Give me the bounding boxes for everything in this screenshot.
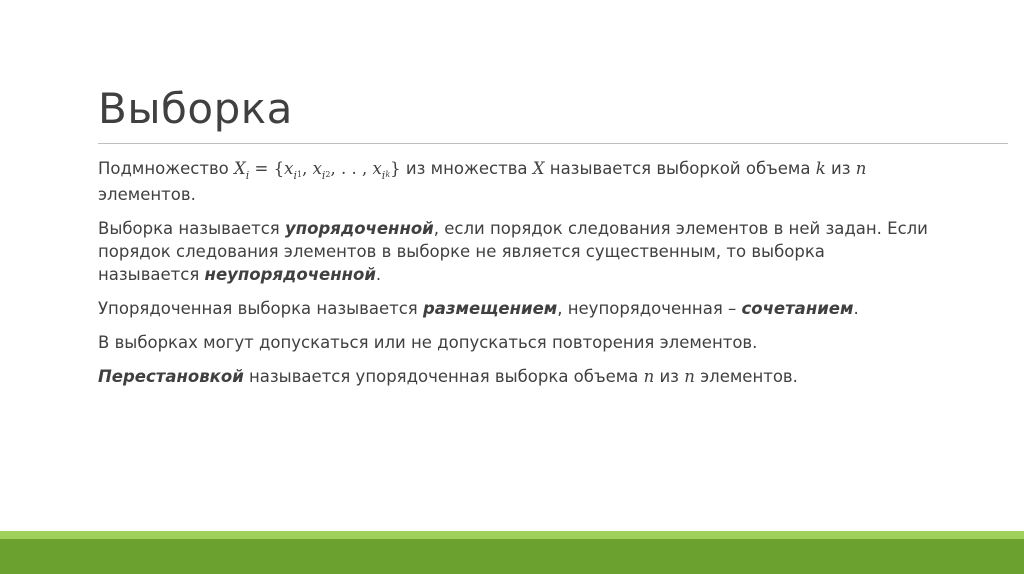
text: , неупорядоченная – bbox=[557, 299, 742, 318]
text: из bbox=[825, 159, 856, 178]
paragraph-repetitions: В выборках могут допускаться или не допускаться повторения элементов. bbox=[98, 333, 758, 352]
text: из множества bbox=[400, 159, 533, 178]
math-X: X bbox=[234, 159, 246, 178]
math-sub2: k bbox=[385, 170, 391, 179]
text: Упорядоченная выборка называется bbox=[98, 299, 423, 318]
math-sub2: 2 bbox=[325, 170, 331, 179]
term-permutation: Перестановкой bbox=[98, 367, 244, 386]
text: элементов. bbox=[694, 367, 798, 386]
math-sub: i bbox=[293, 169, 297, 182]
text: называется упорядоченная выборка объема bbox=[243, 367, 644, 386]
text: Выборка называется bbox=[98, 219, 285, 238]
math-x: x bbox=[312, 159, 322, 178]
title-divider bbox=[98, 143, 1008, 144]
paragraph-placement bbox=[98, 297, 928, 320]
math-n: n bbox=[643, 367, 655, 386]
slide-title: Выборка bbox=[98, 84, 293, 133]
math-n: n bbox=[684, 367, 695, 386]
math-k: k bbox=[815, 159, 826, 178]
math-close: } bbox=[390, 159, 401, 178]
math-X: X bbox=[532, 159, 545, 178]
text: называется выборкой объема bbox=[544, 159, 816, 178]
paragraph-definition bbox=[98, 157, 928, 206]
term-unordered: неупорядоченной bbox=[204, 265, 376, 284]
text: элементов. bbox=[98, 185, 196, 204]
paragraph-permutation bbox=[98, 365, 928, 388]
term-combination: сочетанием bbox=[741, 299, 854, 318]
footer-bar-light bbox=[0, 531, 1024, 539]
term-ordered: упорядоченной bbox=[284, 219, 434, 238]
term-placement: размещением bbox=[422, 299, 558, 318]
math-comma: , bbox=[302, 159, 313, 178]
text: . bbox=[375, 265, 382, 284]
math-eq: = { bbox=[249, 159, 285, 178]
text: , если порядок следования элементов в ней задан. Если порядок следования элементов в выборке не является существенным, то выборка называется bbox=[98, 219, 928, 284]
math-sub: i bbox=[321, 169, 326, 182]
math-sub: i bbox=[245, 169, 250, 182]
text: . bbox=[853, 299, 859, 318]
text: Подмножество bbox=[98, 159, 235, 178]
math-n: n bbox=[855, 159, 867, 178]
math-x: x bbox=[284, 159, 294, 178]
text: из bbox=[654, 367, 685, 386]
math-sub: i bbox=[381, 169, 386, 182]
math-ellipsis: , . . , bbox=[330, 159, 373, 178]
math-x: x bbox=[372, 159, 382, 178]
footer-bar-dark bbox=[0, 539, 1024, 574]
paragraph-ordered bbox=[98, 217, 928, 286]
math-sub2: 1 bbox=[296, 170, 303, 179]
slide-body bbox=[98, 157, 928, 399]
